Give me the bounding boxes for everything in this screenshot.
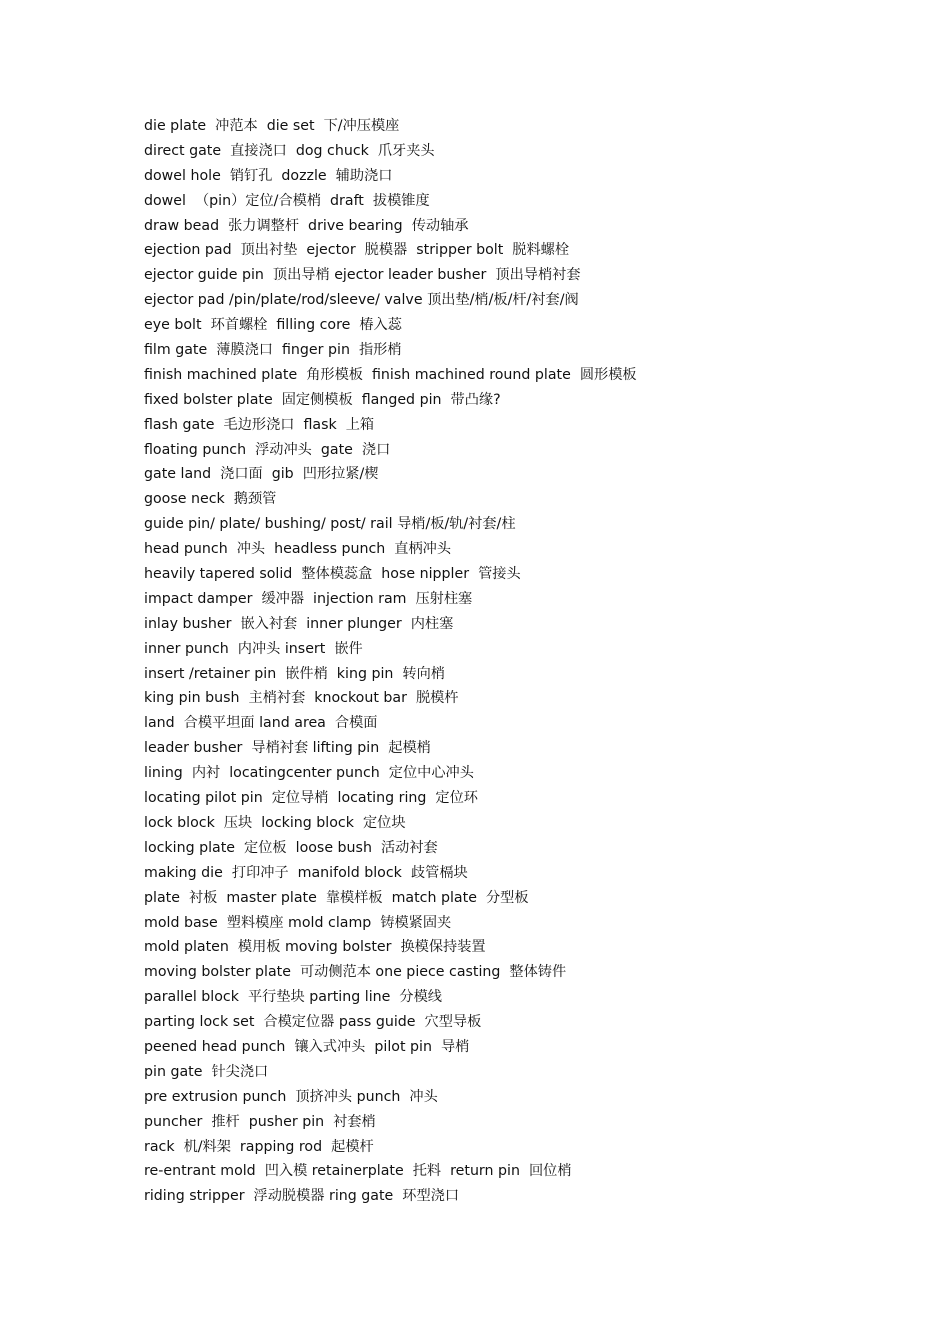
glossary-line: gate land 浇口面 gib 凹形拉紧/楔 <box>144 466 379 483</box>
glossary-line: riding stripper 浮动脱模器 ring gate 环型浇口 <box>144 1188 460 1205</box>
glossary-line: lining 内衬 locatingcenter punch 定位中心冲头 <box>144 765 474 782</box>
glossary-line: direct gate 直接浇口 dog chuck 爪牙夹头 <box>144 142 435 159</box>
glossary-line: fixed bolster plate 固定侧模板 flanged pin 带凸缘? <box>144 391 501 408</box>
glossary-line: parallel block 平行垫块 parting line 分模线 <box>144 989 442 1006</box>
glossary-line: pin gate 针尖浇口 <box>144 1063 269 1080</box>
glossary-line: head punch 冲头 headless punch 直柄冲头 <box>144 541 452 558</box>
glossary-line: finish machined plate 角形模板 finish machined round plate 圆形模板 <box>144 366 637 383</box>
glossary-line: plate 衬板 master plate 靠模样板 match plate 分型板 <box>144 889 529 906</box>
glossary-line: pre extrusion punch 顶挤冲头 punch 冲头 <box>144 1088 438 1105</box>
glossary-line: ejector guide pin 顶出导梢 ejector leader busher 顶出导梢衬套 <box>144 267 581 284</box>
glossary-line: mold base 塑料模座 mold clamp 铸模紧固夹 <box>144 914 452 931</box>
glossary-line: inlay busher 嵌入衬套 inner plunger 内柱塞 <box>144 615 454 632</box>
glossary-line: dowel （pin）定位/合模梢 draft 拔模锥度 <box>144 192 430 209</box>
glossary-line: peened head punch 镶入式冲头 pilot pin 导梢 <box>144 1038 470 1055</box>
glossary-line: inner punch 内冲头 insert 嵌件 <box>144 640 363 657</box>
glossary-line: insert /retainer pin 嵌件梢 king pin 转向梢 <box>144 665 445 682</box>
glossary-line: land 合模平坦面 land area 合模面 <box>144 715 378 732</box>
glossary-line: mold platen 模用板 moving bolster 换模保持装置 <box>144 939 486 956</box>
glossary-line: parting lock set 合模定位器 pass guide 穴型导板 <box>144 1014 482 1031</box>
glossary-line: floating punch 浮动冲头 gate 浇口 <box>144 441 391 458</box>
glossary-line: die plate 冲范本 die set 下/冲压模座 <box>144 118 400 134</box>
glossary-line: eye bolt 环首螺栓 filling core 椿入蕊 <box>144 317 402 334</box>
glossary-line: locating pilot pin 定位导梢 locating ring 定位环 <box>144 790 478 807</box>
glossary-line: guide pin/ plate/ bushing/ post/ rail 导梢/板/轨/衬套/柱 <box>144 516 516 533</box>
glossary-line: leader busher 导梢衬套 lifting pin 起模梢 <box>144 740 431 757</box>
glossary-line: ejector pad /pin/plate/rod/sleeve/ valve 顶出垫/梢/板/杆/衬套/阀 <box>144 292 579 309</box>
glossary-line: draw bead 张力调整杆 drive bearing 传动轴承 <box>144 217 469 234</box>
glossary-line: film gate 薄膜浇口 finger pin 指形梢 <box>144 342 402 359</box>
glossary-text-block <box>144 114 904 1209</box>
glossary-line: lock block 压块 locking block 定位块 <box>144 814 406 831</box>
glossary-line: flash gate 毛边形浇口 flask 上箱 <box>144 416 375 433</box>
glossary-line: moving bolster plate 可动侧范本 one piece casting 整体铸件 <box>144 964 567 981</box>
glossary-line: heavily tapered solid 整体模蕊盒 hose nippler 管接头 <box>144 566 521 583</box>
glossary-line: making die 打印冲子 manifold block 歧管槅块 <box>144 864 468 881</box>
glossary-line: ejection pad 顶出衬垫 ejector 脱模器 stripper bolt 脱料螺栓 <box>144 242 570 259</box>
glossary-line: king pin bush 主梢衬套 knockout bar 脱模杵 <box>144 690 459 707</box>
glossary-line: goose neck 鹅颈管 <box>144 491 277 508</box>
glossary-line: puncher 推杆 pusher pin 衬套梢 <box>144 1113 376 1130</box>
glossary-line: locking plate 定位板 loose bush 活动衬套 <box>144 839 438 856</box>
glossary-line: impact damper 缓冲器 injection ram 压射柱塞 <box>144 590 473 607</box>
glossary-line: dowel hole 销钉孔 dozzle 辅助浇口 <box>144 167 393 184</box>
glossary-line: re-entrant mold 凹入模 retainerplate 托料 return pin 回位梢 <box>144 1163 572 1180</box>
glossary-line: rack 机/料架 rapping rod 起模杆 <box>144 1138 374 1155</box>
